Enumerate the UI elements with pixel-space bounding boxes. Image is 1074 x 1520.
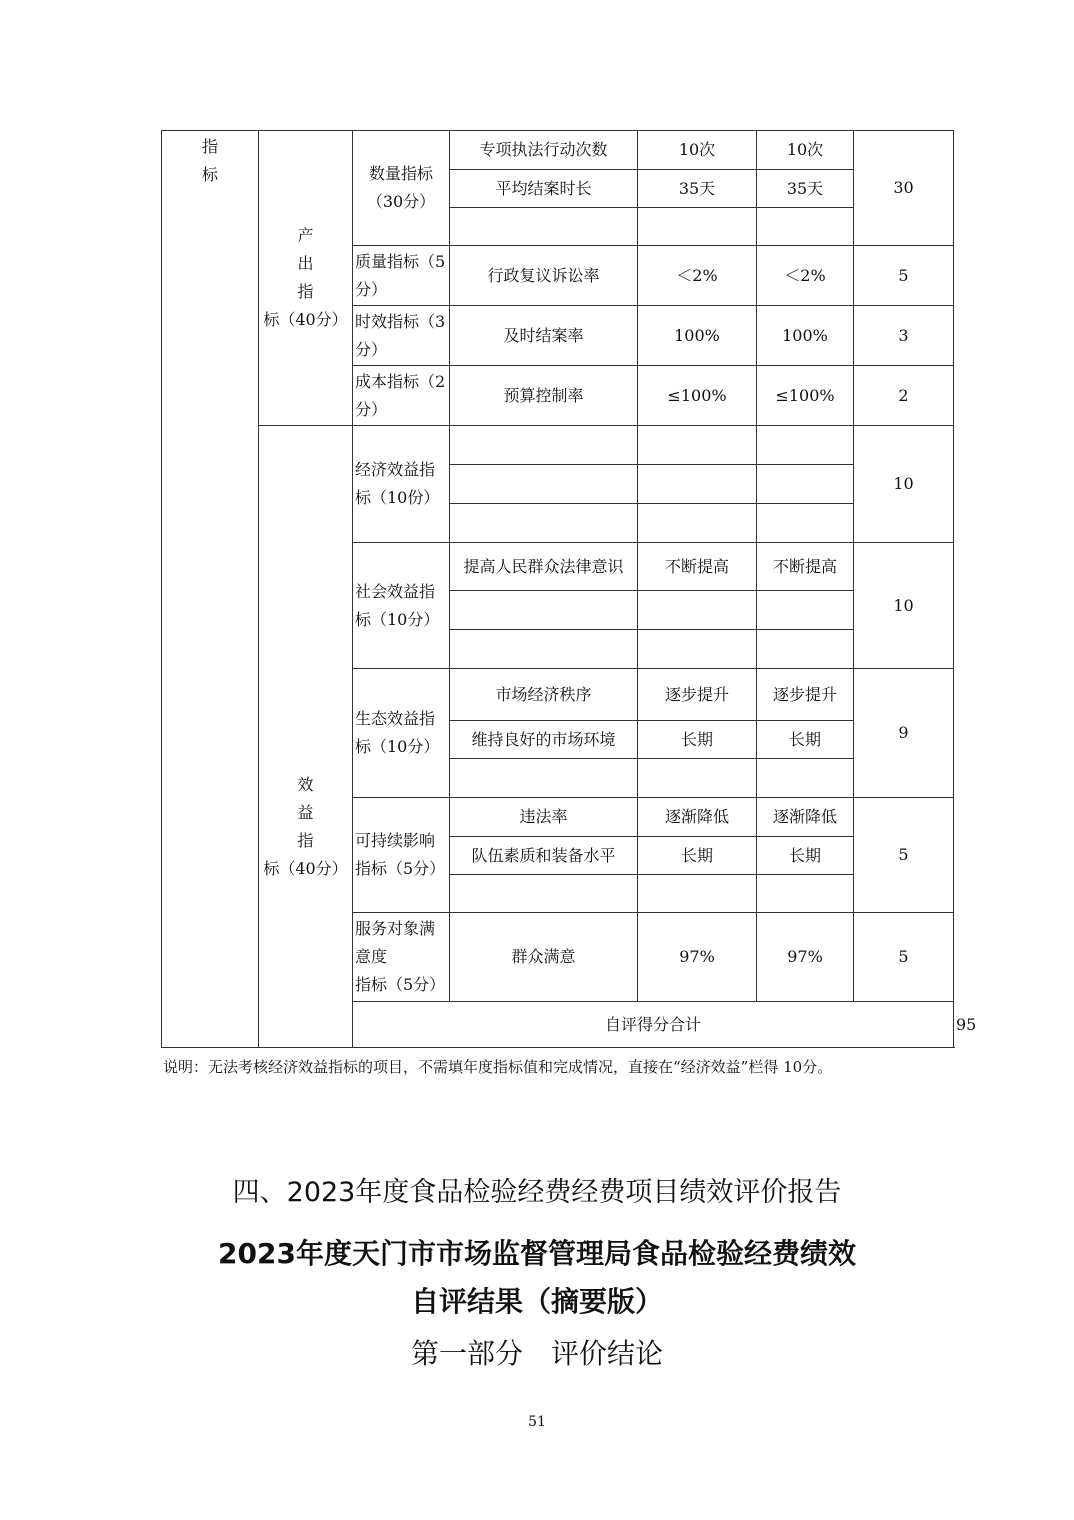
cell: 长期 [638,837,757,875]
benefit-group-label: 效 益 指 标（40分） [259,426,353,1048]
cell: 预算控制率 [450,366,638,426]
cell: 长期 [757,837,854,875]
cell [638,759,757,798]
sustain-label: 可持续影响 指标（5分） [353,798,450,913]
cell [757,208,854,246]
cell: 及时结案率 [450,306,638,366]
cost-label: 成本指标（2 分） [353,366,450,426]
report-title-line1: 2023年度天门市市场监督管理局食品检验经费绩效 [218,1237,856,1270]
cell [450,465,638,504]
page-number: 51 [528,1414,546,1430]
cell: ＜2% [638,246,757,306]
ecology-label: 生态效益指 标（10分） [353,669,450,798]
score-cell: 10 [854,543,954,669]
cell [638,208,757,246]
cell [450,591,638,630]
cell: 维持良好的市场环境 [450,721,638,759]
cell: 97% [638,913,757,1002]
cell: 群众满意 [450,913,638,1002]
cell [757,426,854,465]
cell: 长期 [638,721,757,759]
performance-table: 指 标 产 出 指 标（40分） 数量指标 （30分） 专项执法行动次数 10次 10次 30 平均结案时长 35天 35天 质量指标（5 分） 行政复议诉讼率 ＜2% ＜2% 5 时效指标（3 分） 及时结案率 100% 100% 3 成本指标（2 分） 预算控制率 ≤100% ≤100% 2 效 益 指 标（40分） 经济效益指 标（10份） 10 社会效益指 标（10分） 提高人民群众法律意识 不断提高 不断提高 10 生态效益指 标（10分） 市场经济秩序 逐步提升 逐步提升 9 维持良好的市场环境 长期 长期 可持续影响 指标（5分） 违法率 逐渐降低 逐渐降低 5 队伍素质和装备水平 长期 长期 服务对象满 意度 指标（5分） 群众满意 97% 97% 5 自评得分合计 95 [161,130,953,1048]
cell: ≤100% [638,366,757,426]
economic-label: 经济效益指 标（10份） [353,426,450,543]
cell: 10次 [638,131,757,170]
cell: 逐渐降低 [638,798,757,837]
section-title: 四、2023年度食品检验经费经费项目绩效评价报告 [232,1177,842,1208]
cell [638,630,757,669]
report-title-line2: 自评结果（摘要版） [410,1285,663,1318]
timeliness-label: 时效指标（3 分） [353,306,450,366]
table-note: 说明：无法考核经济效益指标的项目，不需填年度指标值和完成情况，直接在“经济效益”栏得 10分。 [163,1058,833,1076]
cell [638,875,757,913]
cell: 市场经济秩序 [450,669,638,721]
cell [757,591,854,630]
cell: ＜2% [757,246,854,306]
cell: 平均结案时长 [450,170,638,208]
score-cell: 5 [854,913,954,1002]
cell: 97% [757,913,854,1002]
score-cell: 5 [854,246,954,306]
cell [757,875,854,913]
score-cell: 5 [854,798,954,913]
cell: 逐步提升 [638,669,757,721]
cell [638,465,757,504]
score-cell: 10 [854,426,954,543]
cell: 违法率 [450,798,638,837]
cell [450,630,638,669]
cell [638,591,757,630]
cell: 35天 [638,170,757,208]
cell [450,426,638,465]
cell [638,504,757,543]
score-cell: 30 [854,131,954,246]
cell [450,759,638,798]
part-title: 第一部分 评价结论 [410,1337,663,1370]
cell: 专项执法行动次数 [450,131,638,170]
social-label: 社会效益指 标（10分） [353,543,450,669]
cell [757,630,854,669]
cell: 长期 [757,721,854,759]
cell [450,208,638,246]
level1-label: 指 标 [162,131,259,1048]
cell: ≤100% [757,366,854,426]
score-cell: 9 [854,669,954,798]
cell: 10次 [757,131,854,170]
quality-label: 质量指标（5 分） [353,246,450,306]
satisfaction-label: 服务对象满 意度 指标（5分） [353,913,450,1002]
total-label: 自评得分合计 [353,1002,954,1048]
score-cell: 2 [854,366,954,426]
cell: 逐渐降低 [757,798,854,837]
cell [757,465,854,504]
cell: 35天 [757,170,854,208]
cell [757,504,854,543]
cell [450,875,638,913]
cell: 100% [638,306,757,366]
cell: 不断提高 [638,543,757,591]
quantity-label: 数量指标 （30分） [353,131,450,246]
cell [450,504,638,543]
cell: 100% [757,306,854,366]
cell [638,426,757,465]
cell: 不断提高 [757,543,854,591]
score-cell: 3 [854,306,954,366]
cell [757,759,854,798]
cell: 队伍素质和装备水平 [450,837,638,875]
cell: 逐步提升 [757,669,854,721]
output-group-label: 产 出 指 标（40分） [259,131,353,426]
cell: 提高人民群众法律意识 [450,543,638,591]
cell: 行政复议诉讼率 [450,246,638,306]
